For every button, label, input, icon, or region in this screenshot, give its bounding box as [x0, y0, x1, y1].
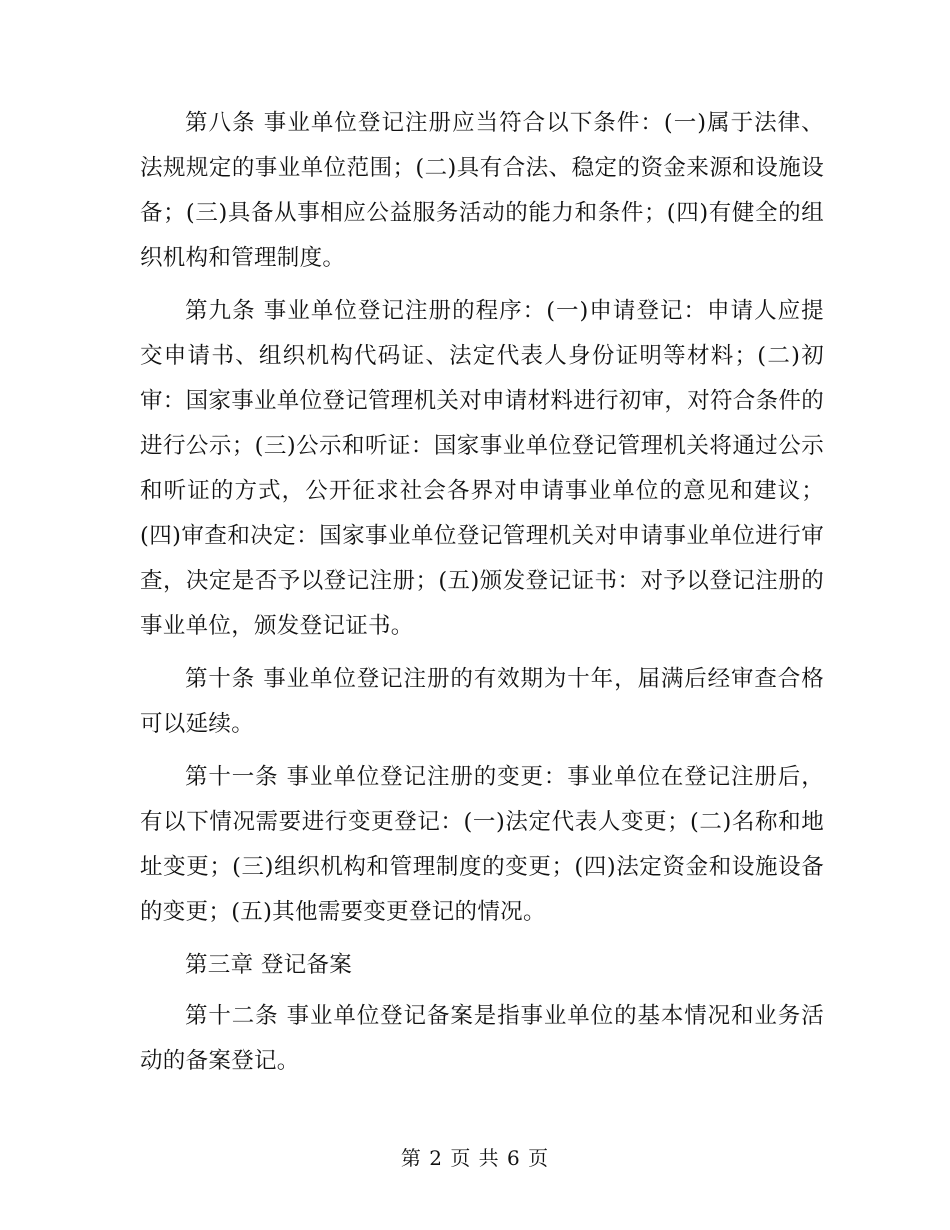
article-10-paragraph: 第十条 事业单位登记注册的有效期为十年，届满后经审查合格可以延续。 — [140, 666, 824, 737]
document-body — [140, 101, 824, 1092]
chapter-3-heading: 第三章 登记备案 — [185, 952, 353, 978]
article-8-paragraph: 第八条 事业单位登记注册应当符合以下条件：(一)属于法律、法规规定的事业单位范围；(二)具有合法、稳定的资金来源和设施设备；(三)具备从事相应公益服务活动的能力和条件；(四)有健全的组织机构和管理制度。 — [140, 110, 824, 271]
page-number-footer: 第 2 页 共 6 页 — [400, 1146, 550, 1170]
article-9-paragraph: 第九条 事业单位登记注册的程序：(一)申请登记：申请人应提交申请书、组织机构代码证、法定代表人身份证明等材料；(二)初审：国家事业单位登记管理机关对申请材料进行初审，对符合条件的进行公示；(三)公示和听证：国家事业单位登记管理机关将通过公示和听证的方式，公开征求社会各界对申请事业单位的意见和建议；(四)审查和决定：国家事业单位登记管理机关对申请事业单位进行审查，决定是否予以登记注册；(五)颁发登记证书：对予以登记注册的事业单位，颁发登记证书。 — [140, 298, 825, 639]
article-11-paragraph: 第十一条 事业单位登记注册的变更：事业单位在登记注册后，有以下情况需要进行变更登记：(一)法定代表人变更；(二)名称和地址变更；(三)组织机构和管理制度的变更；(四)法定资金和设施设备的变更；(五)其他需要变更登记的情况。 — [140, 764, 824, 925]
article-12-paragraph: 第十二条 事业单位登记备案是指事业单位的基本情况和业务活动的备案登记。 — [140, 1003, 824, 1074]
